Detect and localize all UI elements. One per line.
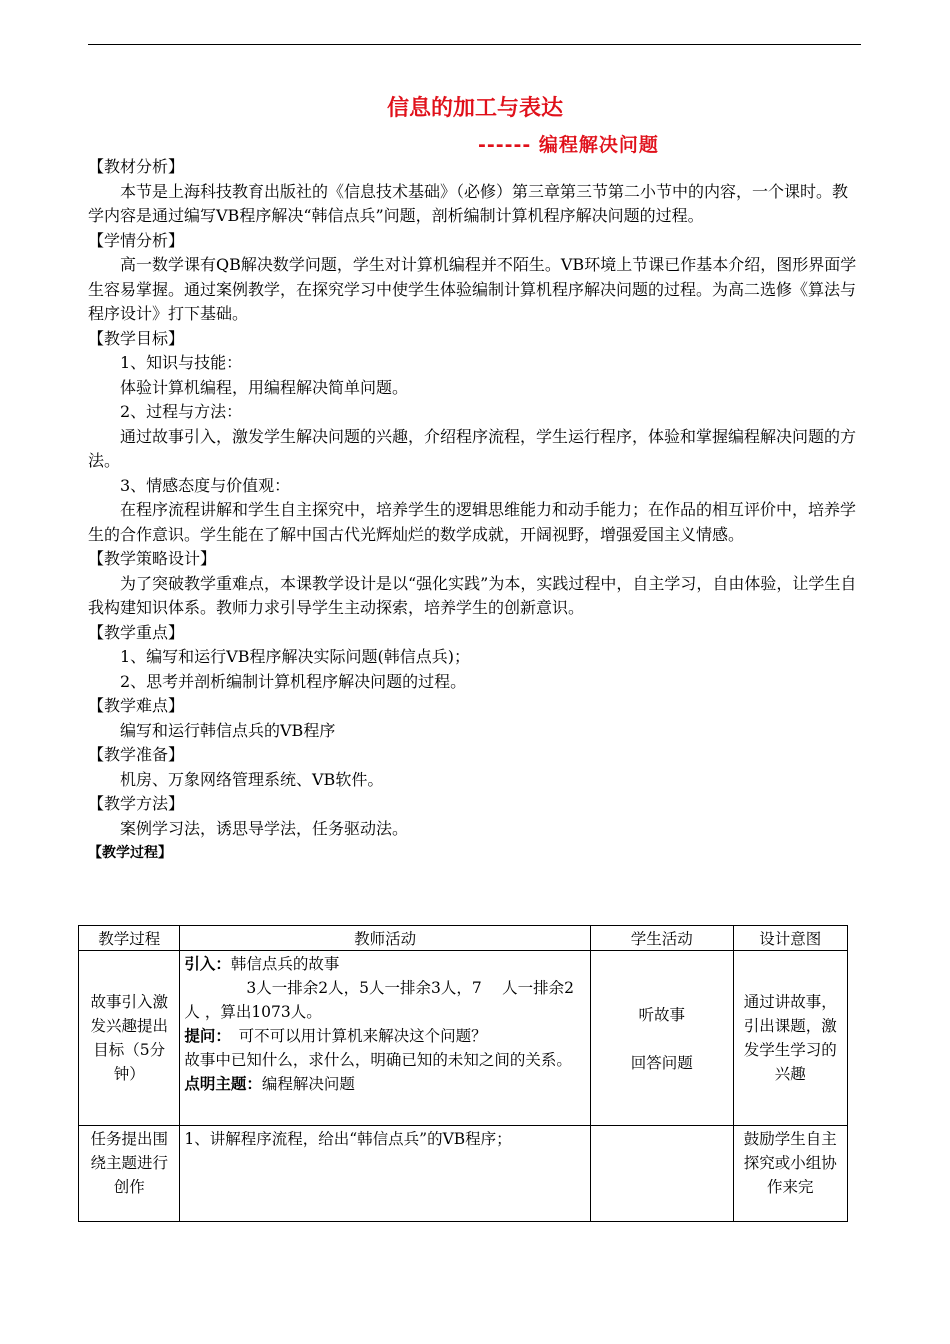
- paragraph: 为了突破教学重难点，本课教学设计是以“强化实践”为本，实践过程中，自主学习，自由体验，让学生自我构建知识体系。教师力求引导学生主动探索，培养学生的创新意识。: [88, 573, 857, 617]
- section-heading: 【教学方法】: [88, 794, 185, 813]
- section-heading: 【教学难点】: [88, 696, 185, 715]
- question-text: 可不可以用计算机来解决这个问题？: [223, 1027, 487, 1045]
- paragraph: 1、编写和运行VB程序解决实际问题(韩信点兵)；: [120, 647, 470, 666]
- table-row: [79, 951, 848, 1126]
- question-label: 提问：: [184, 1026, 224, 1045]
- intro-line: [184, 952, 586, 976]
- paragraph: 在程序流程讲解和学生自主探究中，培养学生的逻辑思维能力和动手能力；在作品的相互评价中，培养学生的合作意识。学生能在了解中国古代光辉灿烂的数学成就，开阔视野，增强爱国主义情感。: [88, 500, 857, 544]
- intro-text: 韩信点兵的故事: [230, 955, 340, 973]
- intent-text: 通过讲故事，引出课题，激发学生学习的兴趣: [743, 993, 837, 1083]
- section-heading: 【教学策略设计】: [88, 549, 217, 568]
- section-heading: 【教材分析】: [88, 157, 185, 176]
- paragraph: 案例学习法，诱思导学法，任务驱动法。: [120, 818, 409, 838]
- document-title: 信息的加工与表达: [386, 96, 563, 121]
- paragraph: 体验计算机编程，用编程解决简单问题。: [120, 377, 409, 397]
- stage-cell: [79, 951, 180, 1126]
- document-subtitle: ------ 编程解决问题: [478, 134, 659, 156]
- paragraph: 本节是上海科技教育出版社的《信息技术基础》（必修）第三章第三节第二小节中的内容，一个课时。教学内容是通过编写VB程序解决“韩信点兵”问题，剖析编制计算机程序解决问题的过程。: [88, 181, 849, 225]
- student-activity-1: 听故事: [638, 1006, 686, 1024]
- stage-cell: [79, 1126, 180, 1222]
- paragraph: 3、情感态度与价值观：: [120, 475, 291, 495]
- paragraph: 机房、万象网络管理系统、VB软件。: [120, 769, 384, 789]
- paragraph: 1、知识与技能：: [120, 353, 243, 372]
- paragraph: 高一数学课有QB解决数学问题，学生对计算机编程并不陌生。VB环境上节课已作基本介绍，图形界面学生容易掌握。通过案例教学，在探究学习中使学生体验编制计算机程序解决问题的过程。为高二选修《算法与程序设计》打下基础。: [88, 255, 857, 323]
- section-heading: 【教学重点】: [88, 622, 185, 642]
- teacher-line-2: 3人一排余2人，5人一排余3人，7 人一排余2人 ，算出1073人。: [184, 979, 574, 1021]
- header-rule: [88, 44, 861, 45]
- header-stage: 教学过程: [79, 926, 180, 951]
- intro-label: 引入：: [184, 954, 231, 973]
- question-line: [184, 1024, 586, 1048]
- student-cell: [590, 1126, 733, 1222]
- process-table: [78, 925, 848, 1222]
- header-teacher: 教师活动: [180, 926, 591, 951]
- paragraph: 2、过程与方法：: [120, 402, 243, 421]
- stage-text: 任务提出围绕主题进行创作: [90, 1130, 168, 1196]
- section-heading: 【教学过程】: [88, 845, 172, 861]
- intent-cell: [733, 1126, 847, 1222]
- paragraph: 编写和运行韩信点兵的VB程序: [120, 720, 336, 740]
- section-heading: 【教学准备】: [88, 745, 185, 764]
- teacher-cell: 1、讲解程序流程，给出“韩信点兵”的VB程序；: [180, 1126, 591, 1222]
- document-body: [88, 155, 861, 865]
- theme-text: 编程解决问题: [261, 1075, 355, 1093]
- intent-cell: [733, 951, 847, 1126]
- student-activity-2: 回答问题: [630, 1054, 693, 1072]
- header-intent: 设计意图: [733, 926, 847, 951]
- theme-line: [184, 1072, 586, 1096]
- stage-text: 故事引入激发兴趣提出目标（5分钟）: [90, 993, 168, 1083]
- table-row: [79, 1126, 848, 1222]
- paragraph: 2、思考并剖析编制计算机程序解决问题的过程。: [120, 671, 467, 691]
- paragraph: 通过故事引入，激发学生解决问题的兴趣，介绍程序流程，学生运行程序，体验和掌握编程解决问题的方法。: [88, 426, 857, 470]
- table-header-row: [79, 926, 848, 951]
- student-cell: [590, 951, 733, 1126]
- theme-label: 点明主题：: [184, 1074, 262, 1093]
- section-heading: 【学情分析】: [88, 230, 185, 250]
- section-heading: 【教学目标】: [88, 328, 185, 348]
- teacher-cell: [180, 951, 591, 1126]
- intent-text: 鼓励学生自主探究或小组协作来完: [743, 1130, 837, 1196]
- header-student: 学生活动: [590, 926, 733, 951]
- teacher-line-4: 故事中已知什么，求什么，明确已知的未知之间的关系。: [184, 1051, 572, 1069]
